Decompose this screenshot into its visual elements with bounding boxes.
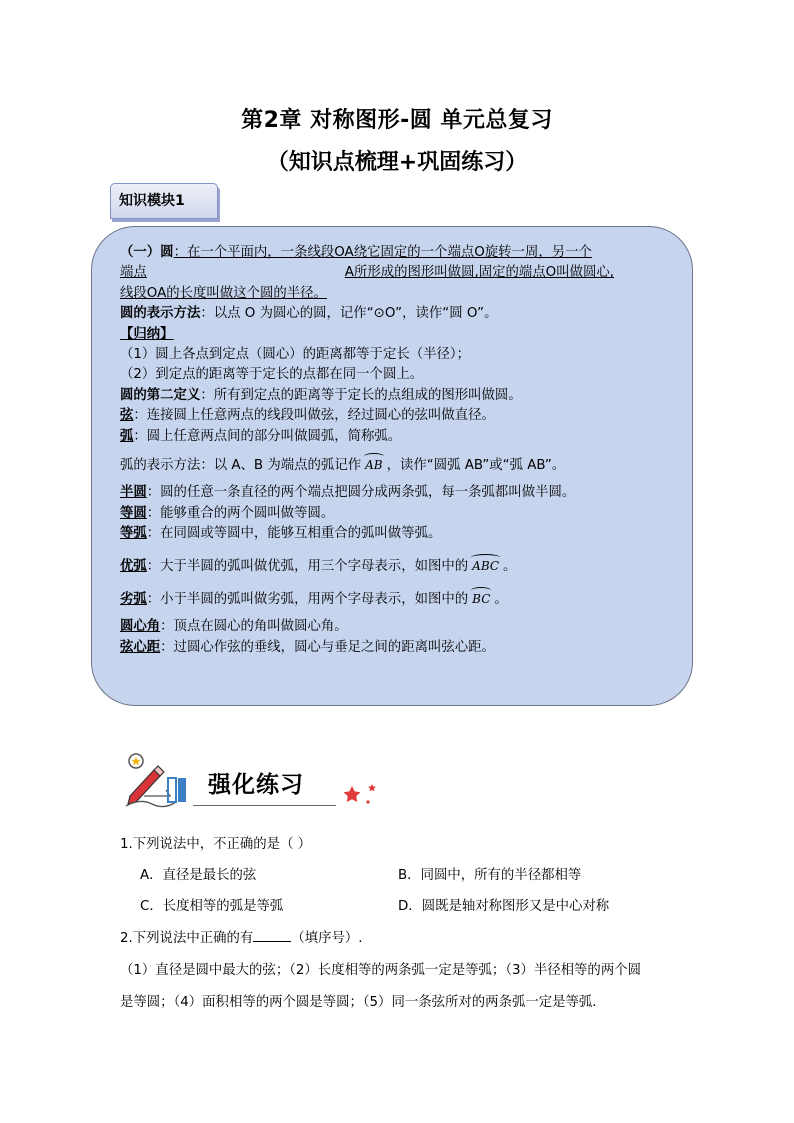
summary-heading: 【归纳】 (120, 326, 174, 342)
stars-icon (342, 780, 382, 808)
pencil-icon (124, 752, 186, 808)
summary-item-1: （1）圆上各点到定点（圆心）的距离都等于定长（半径）； (120, 346, 470, 362)
practice-underline (193, 805, 336, 806)
semicircle-line: 半圆：圆的任意一条直径的两个端点把圆分成两条弧，每一条弧都叫做半圆。 (120, 485, 576, 501)
major-arc-line: 优弧：大于半圆的弧叫做优弧，用三个字母表示，如图中的 ABC 。 (120, 556, 686, 576)
notation-line (120, 304, 686, 324)
q1-option-c: C．长度相等的弧是等弧 (140, 899, 284, 914)
knowledge-box (91, 226, 693, 706)
arc-abc-symbol: ABC (468, 556, 503, 576)
q2-line2: 是等圆；（4）面积相等的两个圆是等圆；（5）同一条弦所对的两条弧一定是等弧． (120, 995, 606, 1010)
q1-option-a: A．直径是最长的弦 (140, 868, 257, 883)
module-tag: 知识模块1 (110, 183, 218, 219)
q1-stem: 1.下列说法中，不正确的是（ ） (120, 837, 312, 852)
minor-arc-line: 劣弧：小于半圆的弧叫做劣弧，用两个字母表示，如图中的 BC 。 (120, 589, 686, 609)
circle-def-line1 (120, 243, 686, 263)
q2-stem: 2.下列说法中正确的有 （填序号）. (120, 927, 363, 946)
page-subtitle: （知识点梳理+巩固练习） (266, 150, 528, 175)
q1-option-b: B．同圆中，所有的半径都相等 (398, 868, 582, 883)
circle-def-line3 (120, 284, 686, 304)
circle-def-label: （一）圆 (120, 245, 174, 260)
arc-ab-symbol: AB (361, 455, 386, 475)
circle-def-line2 (120, 263, 686, 283)
circle-def-text2b: A所形成的图形叫做圆,固定的端点O叫做圆心, (344, 265, 615, 281)
arc-notation-line: 弧的表示方法：以 A、B 为端点的弧记作 AB ，读作“圆弧 AB”或“弧 AB”。 (120, 455, 686, 475)
chord-distance-line: 弦心距：过圆心作弦的垂线，圆心与垂足之间的距离叫弦心距。 (120, 639, 495, 655)
summary-item-2: （2）到定点的距离等于定长的点都在同一个圆上。 (120, 367, 424, 383)
arc-line: 弧：圆上任意两点间的部分叫做圆弧，简称弧。 (120, 428, 402, 444)
arc-bc-symbol: BC (468, 589, 494, 609)
q1-option-d: D．圆既是轴对称图形又是中心对称 (398, 899, 610, 914)
second-def-line: 圆的第二定义：所有到定点的距离等于定长的点组成的图形叫做圆。 (120, 387, 522, 403)
central-angle-line: 圆心角：顶点在圆心的角叫做圆心角。 (120, 619, 348, 635)
practice-title: 强化练习 (208, 772, 304, 798)
answer-blank[interactable] (253, 927, 291, 942)
notation-label: 圆的表示方法 (120, 306, 201, 322)
equal-circle-line: 等圆：能够重合的两个圆叫做等圆。 (120, 505, 335, 521)
circle-def-text3: 线段OA的长度叫做这个圆的半径。 (120, 285, 327, 301)
circle-def-text2a: 端点 (120, 265, 147, 281)
equal-arc-line: 等弧：在同圆或等圆中，能够互相重合的弧叫做等弧。 (120, 526, 442, 542)
q2-line1: （1）直径是圆中最大的弦；（2）长度相等的两条弧一定是等弧；（3）半径相等的两个圆 (120, 963, 641, 978)
chord-line: 弦：连接圆上任意两点的线段叫做弦，经过圆心的弦叫做直径。 (120, 408, 495, 424)
knowledge-content (120, 243, 686, 658)
notation-text: ：以点 O 为圆心的圆，记作“⊙O”，读作“圆 O”。 (200, 306, 498, 322)
page-title: 第2章 对称图形-圆 单元总复习 (241, 108, 553, 133)
circle-def-text1: ：在一个平面内，一条线段OA绕它固定的一个端点O旋转一周，另一个 (173, 245, 592, 260)
